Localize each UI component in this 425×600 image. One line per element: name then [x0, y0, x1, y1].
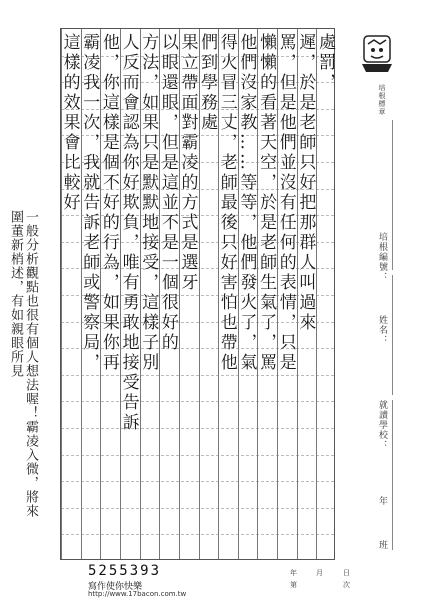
- class-label: 培根編號：: [377, 232, 387, 282]
- writing-grid: [60, 28, 335, 560]
- essay-line: 們到學務處: [197, 33, 218, 133]
- essay-line: 果立帶面對霸凌的方式是選牙: [177, 33, 198, 293]
- essay-line: 他們沒家教……等等，他們發火了，氣: [236, 33, 257, 373]
- date-times: 次: [343, 581, 350, 589]
- essay-line: 方法，如果只是默默地接受，這樣子別: [138, 33, 159, 373]
- essay-line: 得火冒三丈，老師最後只好害怕也帶他: [216, 33, 237, 373]
- submission-id: 5255393: [88, 563, 162, 579]
- bacon-mascot-icon: [356, 32, 398, 92]
- essay-line: 這樣的效果會比較好: [59, 33, 80, 213]
- school-label: 就讀學校：: [377, 400, 387, 450]
- essay-line: 人反而會認為你好欺負，唯有勇敢地接受告訴: [118, 33, 139, 433]
- date-month: 月: [316, 569, 323, 577]
- essay-line: 以眼還眼，但是這並不是一個很好的: [157, 33, 178, 353]
- logo-caption: 培根標章: [378, 84, 386, 116]
- essay-line: 他，你這樣是個不好的行為，如果你再: [98, 33, 119, 373]
- essay-line: 遲，於是老師只好把那群人叫過來: [295, 33, 316, 333]
- grade-label: 班: [377, 540, 387, 550]
- essay-line: 處罰，: [314, 33, 335, 93]
- essay-line: 霸凌我一次，我就告訴老師或警察局，: [79, 33, 100, 373]
- site-url: http://www.17bacon.com.tw: [88, 590, 187, 598]
- year-label: 年: [377, 496, 387, 506]
- essay-line: 罵，但是他們並沒有任何的表情，只是: [275, 33, 296, 373]
- name-label: 姓名：: [377, 315, 387, 345]
- slogan: 寫作使你快樂: [88, 582, 143, 592]
- date-day: 日: [343, 569, 350, 577]
- date-seq: 第: [290, 581, 297, 589]
- date-year: 年: [290, 569, 297, 577]
- essay-line: 懶懶的看著天空，於是老師生氣了，罵: [256, 33, 277, 373]
- teacher-comment: 一般分析觀點也很有個人想法喔！霸凌入微，將來圍董新梢述，有如親眼所見: [8, 210, 38, 518]
